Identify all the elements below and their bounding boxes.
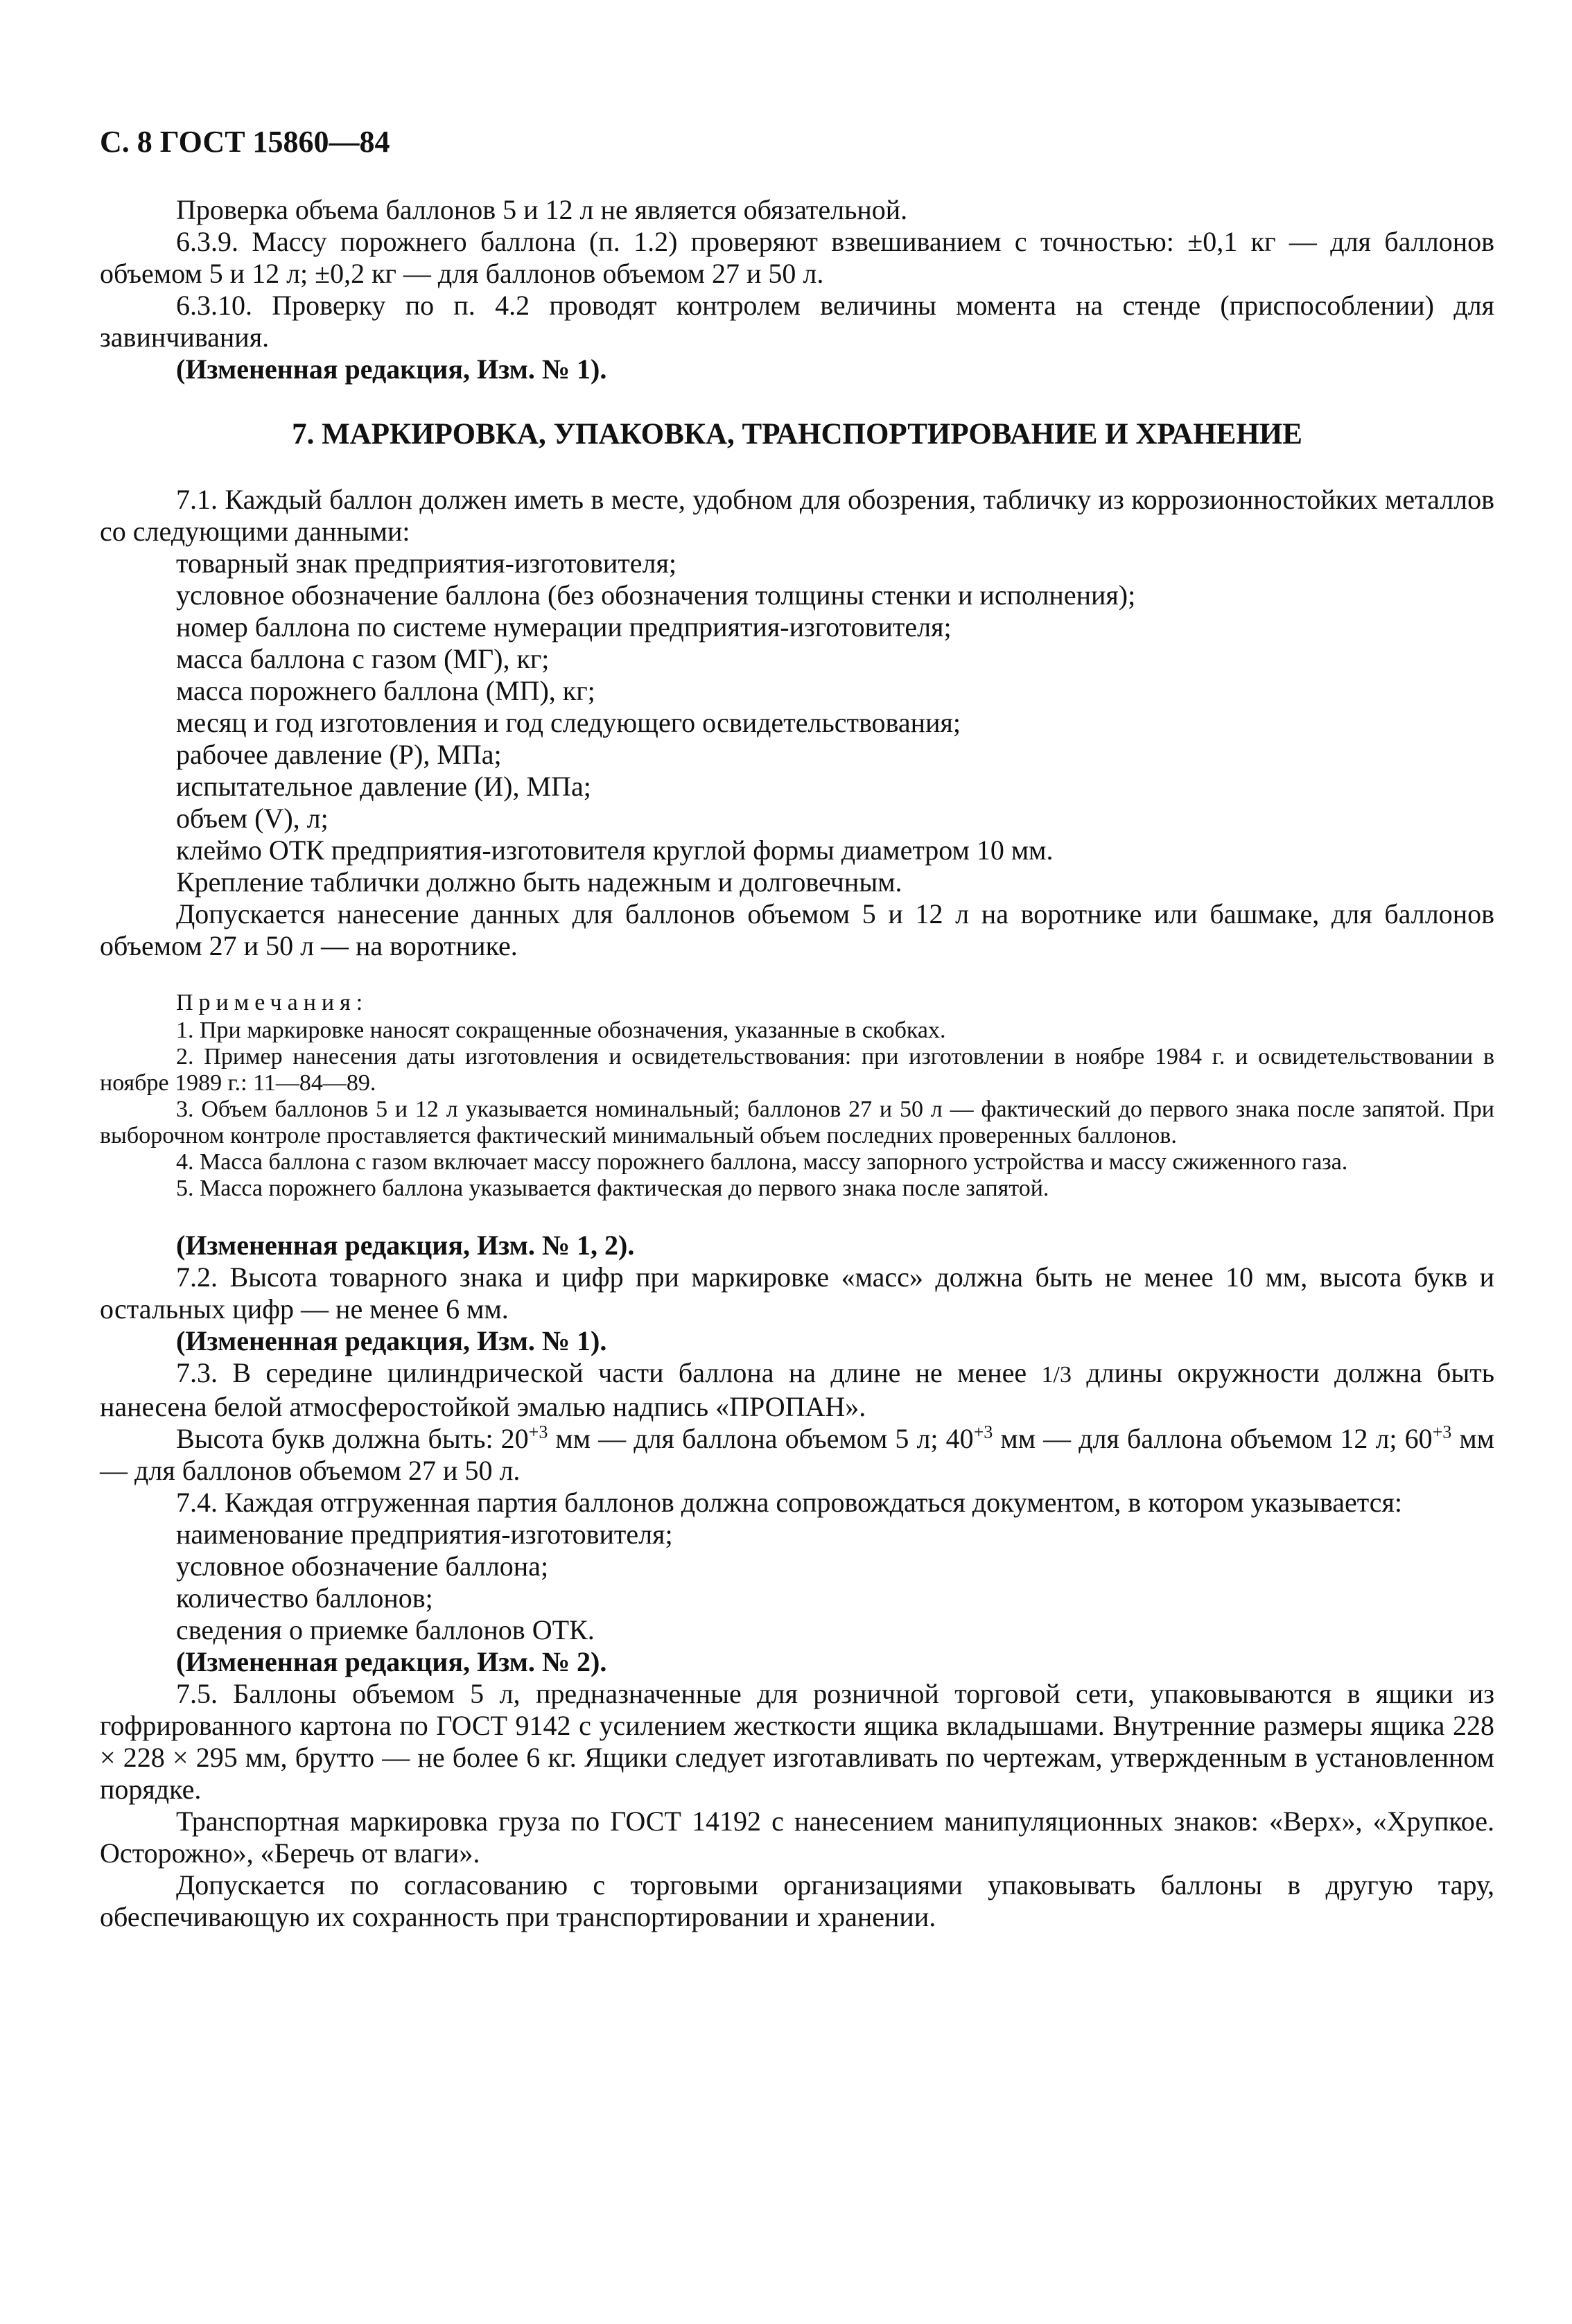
- paragraph-7-4: 7.4. Каждая отгруженная партия баллонов должна сопровождаться документом, в котором указывается:: [176, 1487, 1403, 1518]
- paragraph-7-3-heights: Высота букв должна быть: $20^{+3}$ мм — для баллона объемом 5 л; $40^{+3}$ мм — для баллона объемом 12 л; $60^{+3}$ мм — для баллонов объемом 27 и 50 л.: [100, 1422, 1495, 1486]
- list-7-1: [100, 548, 1494, 866]
- edition-note-1-2: (Измененная редакция, Изм. № 1, 2).: [176, 1230, 635, 1261]
- edition-note-1b: (Измененная редакция, Изм. № 1).: [176, 1325, 607, 1356]
- list-7-4: [100, 1519, 1494, 1646]
- page-header: С. 8 ГОСТ 15860—84: [100, 125, 390, 159]
- list-item: объем (V), л;: [176, 803, 329, 834]
- list-item: сведения о приемке баллонов ОТК.: [176, 1614, 595, 1645]
- list-item: наименование предприятия-изготовителя;: [176, 1519, 673, 1550]
- paragraph-7-3: 7.3. В середине цилиндрической части баллона на длине не менее 1/3 длины окружности должна быть нанесена белой атмосферостойкой эмалью надпись «ПРОПАН».: [100, 1357, 1495, 1422]
- paragraph-7-5-packaging: Допускается по согласованию с торговыми организациями упаковывать баллоны в другую тару, обеспечивающую их сохранность при транспортировании и хранении.: [100, 1869, 1494, 1932]
- list-item: номер баллона по системе нумерации предприятия-изготовителя;: [176, 611, 952, 643]
- notes-block: [100, 990, 1494, 1202]
- list-item: масса порожнего баллона (МП), кг;: [176, 675, 595, 706]
- list-item: рабочее давление (Р), МПа;: [176, 739, 502, 770]
- paragraph-7-1-mount: Крепление таблички должно быть надежным и долговечным.: [176, 866, 902, 898]
- list-item: месяц и год изготовления и год следующего освидетельствования;: [176, 707, 961, 738]
- note-item: 3. Объем баллонов 5 и 12 л указывается номинальный; баллонов 27 и 50 л — фактический до первого знака после запятой. При выборочном контроле проставляется фактический минимальный объем последних проверенных баллонов.: [100, 1097, 1494, 1148]
- paragraph-7-2: 7.2. Высота товарного знака и цифр при маркировке «масс» должна быть не менее 10 мм, высота букв и остальных цифр — не менее 6 мм.: [100, 1261, 1494, 1325]
- section-title-7: 7. МАРКИРОВКА, УПАКОВКА, ТРАНСПОРТИРОВАНИЕ И ХРАНЕНИЕ: [292, 418, 1302, 451]
- paragraph-6-3-10: 6.3.10. Проверку по п. 4.2 проводят контролем величины момента на стенде (приспособлении) для завинчивания.: [100, 290, 1494, 353]
- note-item: 1. При маркировке наносят сокращенные обозначения, указанные в скобках.: [176, 1017, 946, 1043]
- document-page: [100, 125, 1494, 1933]
- paragraph-volume-check: Проверка объема баллонов 5 и 12 л не является обязательной.: [176, 194, 908, 225]
- edition-note-1: (Измененная редакция, Изм. № 1).: [176, 353, 607, 385]
- list-item: условное обозначение баллона (без обозначения толщины стенки и исполнения);: [176, 579, 1136, 611]
- paragraph-7-5-transport: Транспортная маркировка груза по ГОСТ 14192 с нанесением манипуляционных знаков: «Верх», «Хрупкое. Осторожно», «Беречь от влаги».: [100, 1806, 1494, 1869]
- list-item: товарный знак предприятия-изготовителя;: [176, 548, 676, 579]
- fraction-one-third: 1/3: [1041, 1362, 1072, 1388]
- note-item: 5. Масса порожнего баллона указывается фактическая до первого знака после запятой.: [176, 1176, 1049, 1201]
- list-item: испытательное давление (И), МПа;: [176, 771, 591, 802]
- list-item: масса баллона с газом (МГ), кг;: [176, 643, 550, 674]
- paragraph-6-3-9: 6.3.9. Массу порожнего баллона (п. 1.2) проверяют взвешиванием с точностью: ±0,1 кг — для баллонов объемом 5 и 12 л; ±0,2 кг — для баллонов объемом 27 и 50 л.: [100, 226, 1494, 289]
- paragraph-7-5: 7.5. Баллоны объемом 5 л, предназначенные для розничной торговой сети, упаковываются в ящики из гофрированного картона по ГОСТ 9142 с усилением жесткости ящика вкладышами. Внутренние размеры ящика 228 × 228 × 295 мм, брутто — не более 6 кг. Ящики следует изготавливать по чертежам, утвержденным в установленном порядке.: [100, 1678, 1494, 1805]
- note-item: 4. Масса баллона с газом включает массу порожнего баллона, массу запорного устройства и массу сжиженного газа.: [176, 1149, 1348, 1175]
- notes-heading: Примечания:: [176, 990, 369, 1015]
- list-item: условное обозначение баллона;: [176, 1550, 549, 1582]
- note-item: 2. Пример нанесения даты изготовления и освидетельствования: при изготовлении в ноябре 1984 г. и освидетельствовании в ноябре 1989 г.: 11—84—89.: [100, 1044, 1494, 1096]
- list-item: клеймо ОТК предприятия-изготовителя круглой формы диаметром 10 мм.: [176, 835, 1054, 866]
- list-item: количество баллонов;: [176, 1582, 433, 1614]
- edition-note-2: (Измененная редакция, Изм. № 2).: [176, 1646, 607, 1677]
- paragraph-7-1: 7.1. Каждый баллон должен иметь в месте, удобном для обозрения, табличку из коррозионностойких металлов со следующими данными:: [100, 484, 1494, 547]
- paragraph-7-1-placement: Допускается нанесение данных для баллонов объемом 5 и 12 л на воротнике или башмаке, для баллонов объемом 27 и 50 л — на воротнике.: [100, 898, 1494, 961]
